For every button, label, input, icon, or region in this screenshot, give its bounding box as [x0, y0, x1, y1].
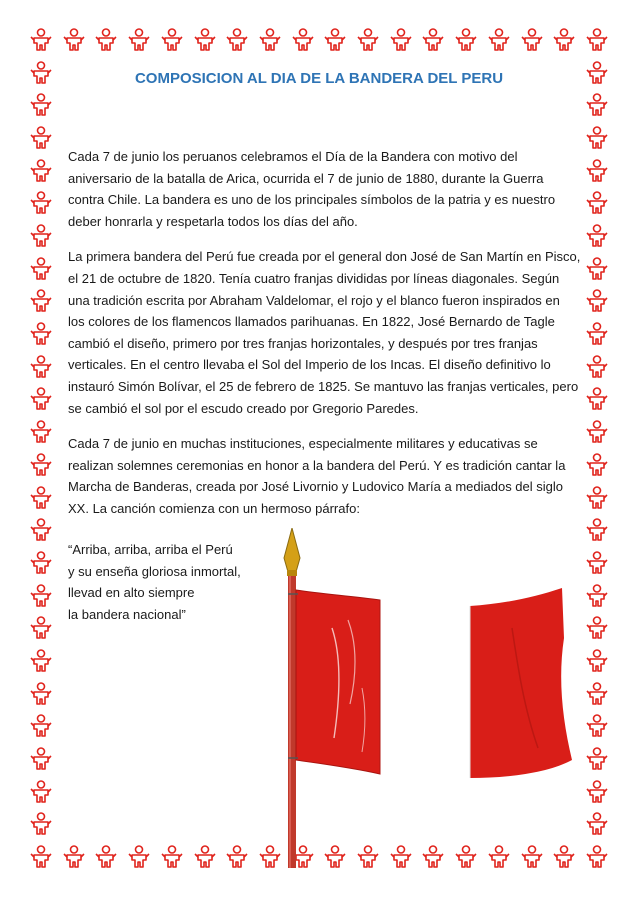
child-figure-icon — [259, 28, 281, 52]
child-figure-icon — [586, 584, 608, 608]
document-body — [68, 146, 581, 534]
child-figure-icon — [30, 224, 52, 248]
paragraph-1 — [68, 146, 576, 232]
child-figure-icon — [455, 28, 477, 52]
child-figure-icon — [194, 28, 216, 52]
child-figure-icon — [63, 845, 85, 869]
child-figure-icon — [161, 28, 183, 52]
child-figure-icon — [30, 453, 52, 477]
text-line: realizan solemnes ceremonias en honor a la bandera del Perú. Y es tradición cantar la — [68, 457, 566, 473]
child-figure-icon — [586, 649, 608, 673]
child-figure-icon — [30, 355, 52, 379]
child-figure-icon — [30, 616, 52, 640]
child-figure-icon — [292, 28, 314, 52]
text-line: el 21 de octubre de 1820. Tenía cuatro franjas divididas por líneas diagonales. Según — [68, 270, 560, 286]
child-figure-icon — [128, 28, 150, 52]
child-figure-icon — [390, 28, 412, 52]
child-figure-icon — [30, 126, 52, 150]
child-figure-icon — [586, 159, 608, 183]
child-figure-icon — [324, 28, 346, 52]
spearhead-icon — [284, 528, 300, 572]
child-figure-icon — [521, 28, 543, 52]
text-line: Marcha de Banderas, creada por José Livornio y Ludovico María a mediados del siglo — [68, 479, 563, 495]
child-figure-icon — [586, 845, 608, 869]
child-figure-icon — [586, 93, 608, 117]
child-figure-icon — [586, 257, 608, 281]
peru-flag-illustration — [262, 528, 582, 868]
child-figure-icon — [586, 780, 608, 804]
text-line: los colores de los flamencos llamados parihuanas. En 1822, José Bernardo de Tagle — [68, 314, 555, 330]
child-figure-icon — [226, 28, 248, 52]
child-figure-icon — [586, 420, 608, 444]
text-line: cambió el diseño, primero por tres franjas horizontales, y después por tres franjas — [68, 335, 538, 351]
child-figure-icon — [95, 845, 117, 869]
child-figure-icon — [30, 812, 52, 836]
text-line: se cambió el sol por el escudo creado por Gregorio Paredes. — [68, 400, 419, 416]
child-figure-icon — [30, 584, 52, 608]
child-figure-icon — [161, 845, 183, 869]
child-figure-icon — [586, 289, 608, 313]
child-figure-icon — [128, 845, 150, 869]
child-figure-icon — [95, 28, 117, 52]
text-line: contra Chile. La bandera es uno de los principales símbolos de la patria y es nuestro — [68, 192, 556, 208]
child-figure-icon — [488, 28, 510, 52]
text-line: verticales. En el centro llevaba el Sol del Imperio de los Incas. El diseño definitivo lo — [68, 357, 551, 373]
poem-line: llevad en alto siempre — [68, 585, 195, 601]
child-figure-icon — [30, 289, 52, 313]
child-figure-icon — [586, 486, 608, 510]
text-line: XX. La canción comienza con un hermoso párrafo: — [68, 500, 360, 516]
child-figure-icon — [30, 682, 52, 706]
child-figure-icon — [553, 28, 575, 52]
child-figure-icon — [30, 387, 52, 411]
poem-line: la bandera nacional” — [68, 606, 186, 622]
child-figure-icon — [30, 159, 52, 183]
text-line: Cada 7 de junio los peruanos celebramos el Día de la Bandera con motivo del — [68, 149, 518, 164]
child-figure-icon — [226, 845, 248, 869]
poem-verse — [68, 539, 241, 625]
child-figure-icon — [30, 845, 52, 869]
text-line: Cada 7 de junio en muchas instituciones, especialmente militares y educativas se — [68, 436, 538, 452]
child-figure-icon — [586, 191, 608, 215]
child-figure-icon — [586, 387, 608, 411]
poem-line: y su enseña gloriosa inmortal, — [68, 563, 241, 579]
flag-stripe-center — [380, 600, 470, 778]
child-figure-icon — [586, 453, 608, 477]
flag-stripe-left — [296, 590, 380, 774]
child-figure-icon — [30, 486, 52, 510]
child-figure-icon — [586, 126, 608, 150]
child-figure-icon — [586, 682, 608, 706]
child-figure-icon — [586, 747, 608, 771]
child-figure-icon — [357, 28, 379, 52]
child-figure-icon — [30, 649, 52, 673]
child-figure-icon — [586, 616, 608, 640]
text-line: una tradición escrita por Abraham Valdelomar, el rojo y el blanco fueron inspirados en — [68, 292, 560, 308]
child-figure-icon — [30, 257, 52, 281]
page-title: COMPOSICION AL DIA DE LA BANDERA DEL PERU — [134, 70, 504, 87]
child-figure-icon — [30, 28, 52, 52]
child-figure-icon — [586, 518, 608, 542]
paragraph-3 — [68, 433, 576, 519]
poem-line: “Arriba, arriba, arriba el Perú — [68, 542, 233, 557]
child-figure-icon — [30, 780, 52, 804]
child-figure-icon — [30, 191, 52, 215]
child-figure-icon — [586, 224, 608, 248]
child-figure-icon — [586, 28, 608, 52]
child-figure-icon — [586, 714, 608, 738]
child-figure-icon — [30, 714, 52, 738]
child-figure-icon — [586, 355, 608, 379]
child-figure-icon — [63, 28, 85, 52]
flag-svg — [262, 528, 582, 868]
child-figure-icon — [30, 518, 52, 542]
child-figure-icon — [30, 93, 52, 117]
text-line: aniversario de la batalla de Arica, ocurrida el 7 de junio de 1880, durante la Guerra — [68, 170, 544, 186]
child-figure-icon — [30, 747, 52, 771]
child-figure-icon — [586, 322, 608, 346]
text-line: La primera bandera del Perú fue creada por el general don José de San Martín en Pisco, — [68, 249, 581, 265]
text-line: deber honrarla y respetarla todos los días del año. — [68, 213, 358, 229]
child-figure-icon — [194, 845, 216, 869]
child-figure-icon — [586, 551, 608, 575]
paragraph-2 — [68, 246, 581, 419]
child-figure-icon — [30, 322, 52, 346]
child-figure-icon — [30, 551, 52, 575]
child-figure-icon — [422, 28, 444, 52]
child-figure-icon — [586, 812, 608, 836]
spearhead-collar — [287, 570, 297, 576]
child-figure-icon — [30, 420, 52, 444]
text-line: instauró Simón Bolívar, el 25 de febrero de 1825. Se mantuvo las franjas verticales, pero — [68, 378, 579, 394]
